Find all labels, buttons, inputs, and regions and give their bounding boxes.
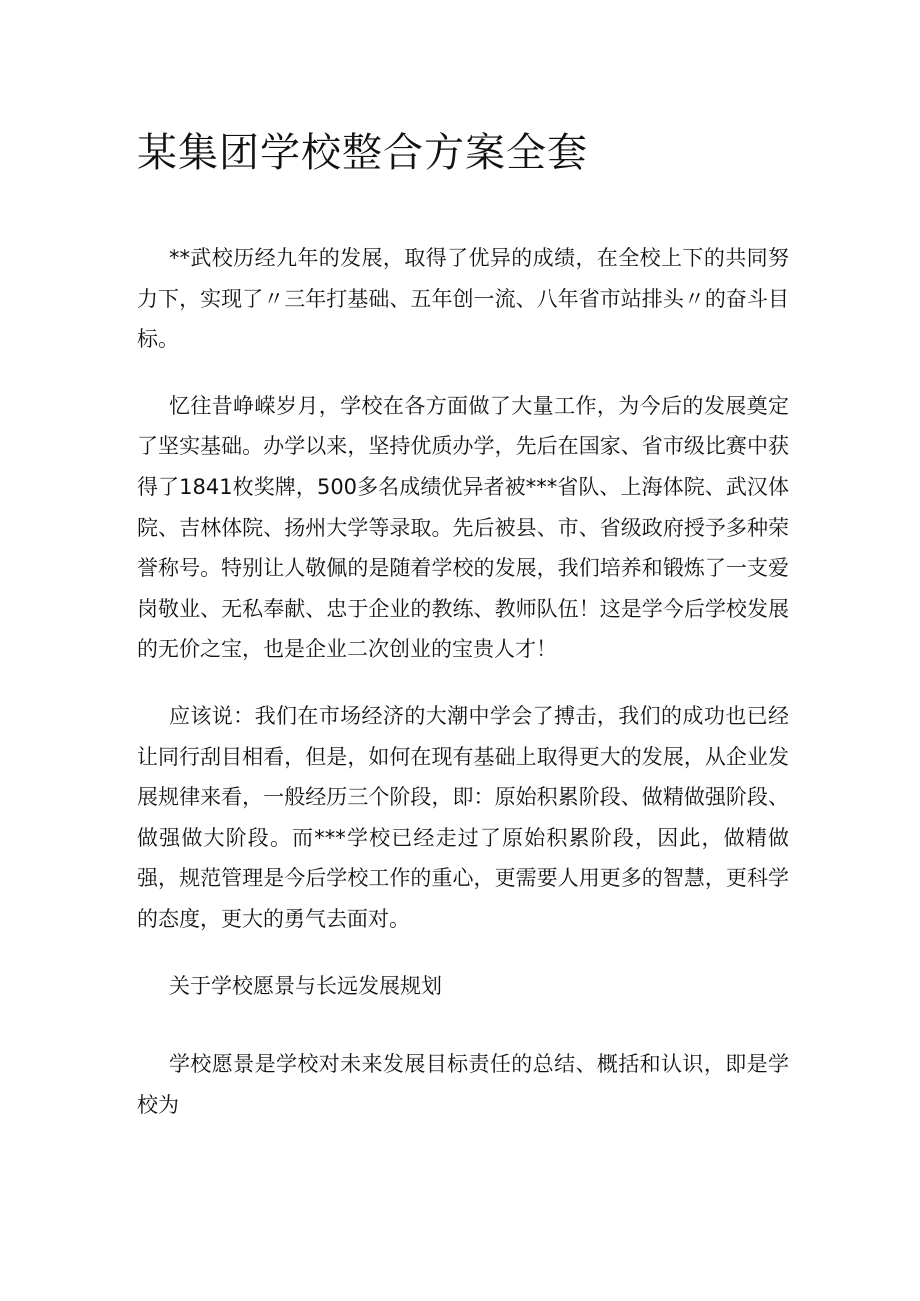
- document-title: 某集团学校整合方案全套: [137, 130, 588, 176]
- section-heading: 关于学校愿景与长远发展规划: [169, 973, 442, 998]
- paragraph-development: **武校历经九年的发展，取得了优异的成绩，在全校上下的共同努力下，实现了〃三年打基础、五年创一流、八年省市站排头〃的奋斗目标。: [137, 246, 789, 352]
- document-body: [137, 238, 789, 1151]
- paragraph-strategy: 应该说：我们在市场经济的大潮中学会了搏击，我们的成功也已经让同行刮目相看，但是，如何在现有基础上取得更大的发展，从企业发展规律来看，一般经历三个阶段，即：原始积累阶段、做精做强阶段、做强做大阶段。而***学校已经走过了原始积累阶段，因此，做精做强，规范管理是今后学校工作的重心，更需要人用更多的智慧，更科学的态度，更大的勇气去面对。: [137, 703, 789, 931]
- paragraph-history: 忆往昔峥嵘岁月，学校在各方面做了大量工作，为今后的发展奠定了坚实基础。办学以来，坚持优质办学，先后在国家、省市级比赛中获得了1841枚奖牌，500多名成绩优异者被***省队、上海体院、武汉体院、吉林体院、扬州大学等录取。先后被县、市、省级政府授予多种荣誉称号。特别让人敬佩的是随着学校的发展，我们培养和锻炼了一支爱岗敬业、无私奉献、忠于企业的教练、教师队伍！这是学今后学校发展的无价之宝，也是企业二次创业的宝贵人才！: [137, 393, 789, 662]
- paragraph-vision: 学校愿景是学校对未来发展目标责任的总结、概括和认识，即是学校为: [137, 1052, 789, 1117]
